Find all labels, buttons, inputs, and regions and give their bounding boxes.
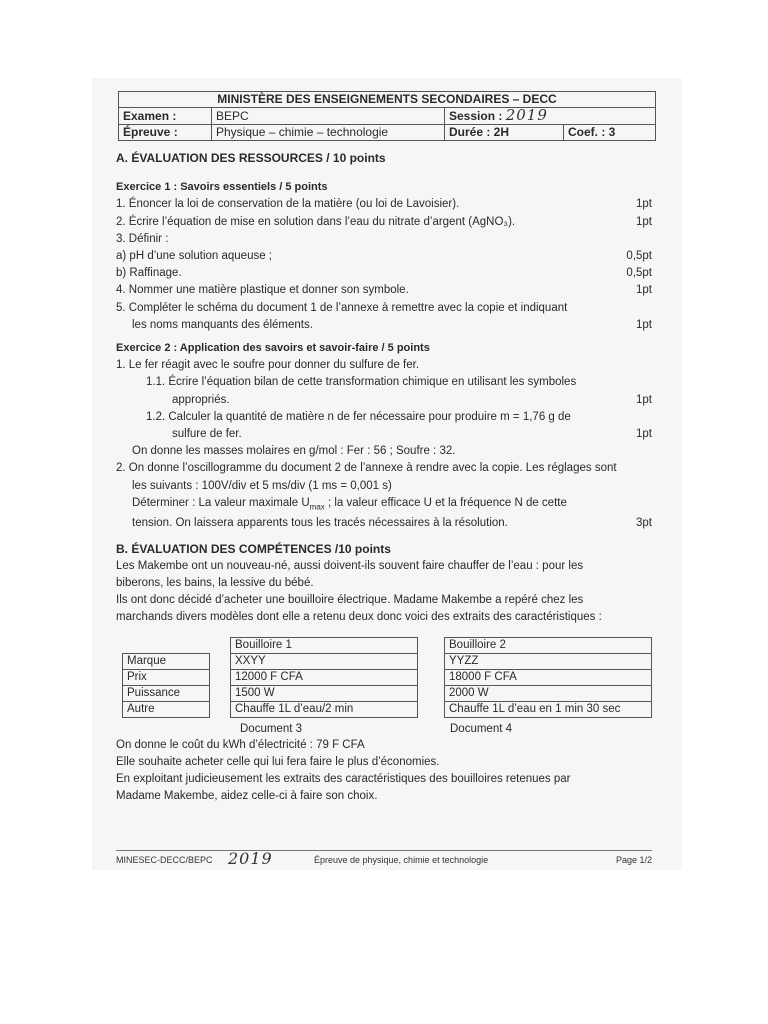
footer-year: 2019 [228, 849, 273, 868]
kettle-1-cell: Bouilloire 1 [231, 637, 418, 653]
epreuve-value: Physique – chimie – technologie [212, 125, 445, 141]
kettle-2-cell: Chauffe 1L d’eau en 1 min 30 sec [445, 701, 652, 717]
label-cell: Puissance [123, 685, 210, 701]
ex2-line: tension. On laissera apparents tous les tracés nécessaires à la résolution. 3pt [116, 515, 652, 532]
points: 1pt [636, 198, 652, 211]
points: 1pt [636, 428, 652, 441]
kettle-2-table [444, 637, 652, 718]
ex2-line: 2. On donne l’oscillogramme du document 2 de l’annexe à rendre avec la copie. Les réglages sont [116, 462, 617, 475]
ex2-line: 1. Le fer réagit avec le soufre pour donner du sulfure de fer. [116, 359, 420, 372]
label-cell: Autre [123, 701, 210, 717]
examen-value: BEPC [212, 108, 445, 125]
points: 1pt [636, 393, 652, 406]
points: 0,5pt [626, 267, 652, 280]
session-label: Session : [449, 109, 503, 123]
ex2-line: Déterminer : La valeur maximale $U_{max}$ ; la valeur efficace U et la fréquence N de cette [132, 496, 567, 512]
ex2-line: On donne les masses molaires en g/mol : Fer : 56 ; Soufre : 32. [132, 445, 456, 458]
page-number: Page 1/2 [615, 855, 652, 865]
paragraph-line: biberons, les bains, la lessive du bébé. [116, 576, 314, 589]
paragraph-line: Les Makembe ont un nouveau-né, aussi doivent-ils souvent faire chauffer de l’eau : pour les [116, 559, 584, 572]
ministry-title: MINISTÈRE DES ENSEIGNEMENTS SECONDAIRES – DECC [119, 92, 656, 108]
footer-subject: Épreuve de physique, chimie et technologie [314, 855, 489, 865]
page-footer [116, 849, 652, 868]
points: 1pt [636, 318, 652, 331]
exercise-1-list [116, 196, 652, 334]
footer-code: MINESEC-DECC/BEPC [116, 855, 213, 865]
characteristics-labels-table [122, 653, 210, 718]
ex2-line: 1.1. Écrire l’équation bilan de cette transformation chimique en utilisant les symboles [146, 376, 577, 389]
kettle-2-cell: YYZZ [445, 653, 652, 669]
exam-content [116, 148, 652, 805]
points: 3pt [636, 517, 652, 530]
label-cell: Marque [123, 653, 210, 669]
section-b-title: B. ÉVALUATION DES COMPÉTENCES /10 points [116, 541, 391, 556]
examen-label: Examen : [123, 108, 177, 123]
epreuve-label: Épreuve : [123, 125, 178, 139]
kettle-2-cell: 2000 W [445, 685, 652, 701]
exercise-1-item: 2. Écrire l’équation de mise en solution dans l’eau du nitrate d’argent (AgNO₃). 1pt [116, 214, 652, 231]
exercise-1-title: Exercice 1 : Savoirs essentiels / 5 points [116, 181, 328, 194]
ex2-line: les suivants : 100V/div et 5 ms/div (1 ms = 0,001 s) [132, 479, 392, 492]
exercise-1-item: a) pH d’une solution aqueuse ; 0,5pt [116, 248, 652, 265]
kettle-1-cell: Chauffe 1L d’eau/2 min [231, 701, 418, 717]
exercise-1-item: les noms manquants des éléments. 1pt [116, 317, 652, 334]
kettle-2-cell: Bouilloire 2 [445, 637, 652, 653]
kettle-1-cell: 12000 F CFA [231, 669, 418, 685]
kettle-1-table [230, 637, 418, 718]
document-3-label: Document 3 [240, 722, 303, 735]
paragraph-line: On donne le coût du kWh d’électricité : 79 F CFA [116, 738, 365, 751]
paragraph-line: Elle souhaite acheter celle qui lui fera faire le plus d’économies. [116, 755, 440, 768]
kettle-2-cell: 18000 F CFA [445, 669, 652, 685]
ex2-line: appropriés. 1pt [116, 392, 652, 409]
exercise-1-item: 1. Énoncer la loi de conservation de la matière (ou loi de Lavoisier). 1pt [116, 196, 652, 213]
paragraph-line: En exploitant judicieusement les extraits des caractéristiques des bouilloires retenues par [116, 772, 571, 785]
points: 0,5pt [626, 250, 652, 263]
exercise-2-title: Exercice 2 : Application des savoirs et savoir-faire / 5 points [116, 342, 430, 355]
paragraph-line: marchands divers modèles dont elle a retenu deux donc voici des extraits des caractéristiques : [116, 611, 602, 624]
exercise-1-item: 3. Définir : [116, 232, 169, 245]
document-4-label: Document 4 [450, 722, 513, 735]
coef: Coef. : 3 [568, 125, 616, 139]
exam-header-table [118, 91, 656, 141]
ex2-line: sulfure de fer. 1pt [116, 426, 652, 443]
label-cell: Prix [123, 669, 210, 685]
kettle-comparison [116, 629, 652, 737]
exercise-1-item: b) Raffinage. 0,5pt [116, 265, 652, 282]
kettle-1-cell: XXYY [231, 653, 418, 669]
exercise-1-item: 5. Compléter le schéma du document 1 de l’annexe à remettre avec la copie et indiquant [116, 301, 568, 314]
ex2-line: 1.2. Calculer la quantité de matière n de fer nécessaire pour produire m = 1,76 g de [146, 410, 571, 423]
paragraph-line: Madame Makembe, aidez celle-ci à faire son choix. [116, 790, 378, 803]
points: 1pt [636, 215, 652, 228]
kettle-1-cell: 1500 W [231, 685, 418, 701]
section-a-title: A. ÉVALUATION DES RESSOURCES / 10 points [116, 151, 386, 165]
points: 1pt [636, 284, 652, 297]
exercise-1-item: 4. Nommer une matière plastique et donner son symbole. 1pt [116, 282, 652, 299]
session-value: 2019 [505, 106, 548, 124]
duree: Durée : 2H [449, 125, 510, 139]
paragraph-line: Ils ont donc décidé d’acheter une bouilloire électrique. Madame Makembe a repéré chez les [116, 594, 584, 607]
